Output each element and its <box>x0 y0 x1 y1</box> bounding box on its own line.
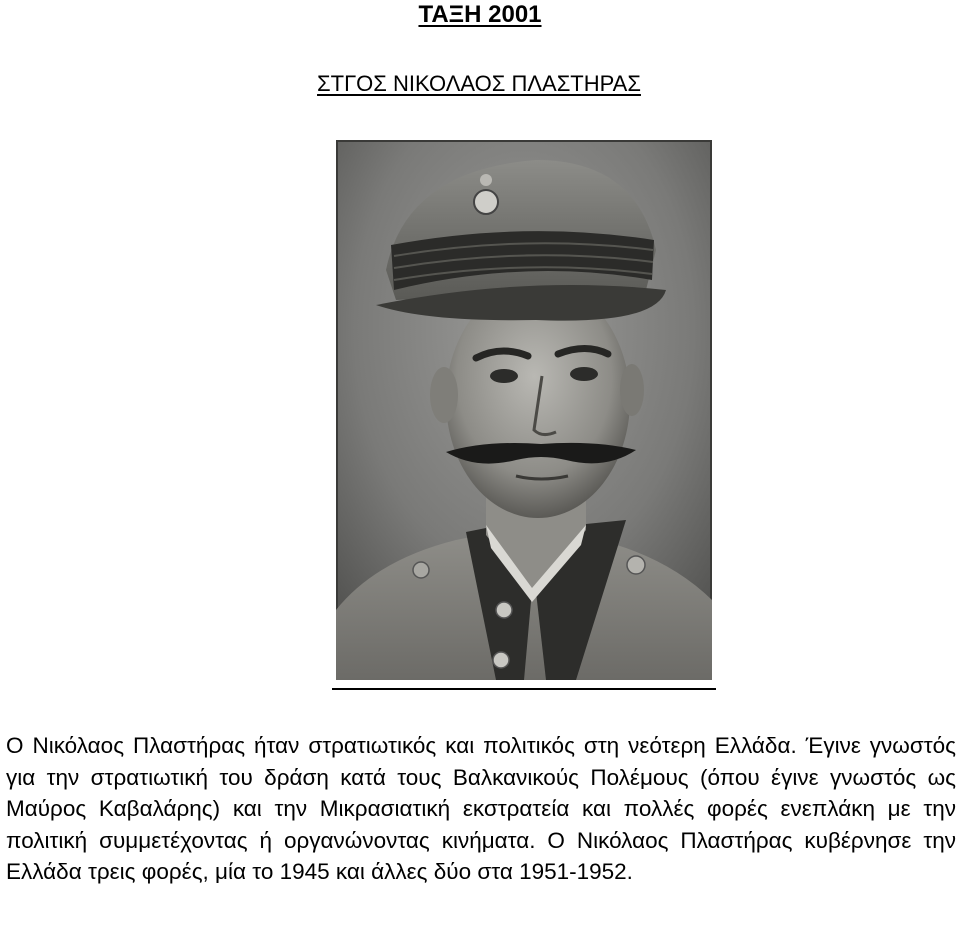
document-title <box>0 0 960 30</box>
body-text <box>6 730 956 888</box>
subtitle-text: ΣΤΓΟΣ ΝΙΚΟΛΑΟΣ ΠΛΑΣΤΗΡΑΣ <box>317 71 641 96</box>
photo-divider <box>332 688 716 690</box>
title-text: ΤΑΞΗ 2001 <box>418 1 542 28</box>
portrait-image <box>336 140 712 680</box>
portrait-photo <box>336 140 712 680</box>
biography-paragraph: Ο Νικόλαος Πλαστήρας ήταν στρατιωτικός και πολιτικός στη νεότερη Ελλάδα. Έγινε γνωστός για την στρατιωτική του δράση κατά τους Βαλκανικούς Πολέμους (όπου έγινε γνωστός ως Μαύρος Καβαλάρης) και την Μικρασιατική εκστρατεία και πολλές φορές ενεπλάκη με την πολιτική συμμετέχοντας ή οργανώνοντας κινήματα. Ο Νικόλαος Πλαστήρας κυβέρνησε την Ελλάδα τρεις φορές, μία το 1945 και άλλες δύο στα 1951-1952. <box>6 733 956 884</box>
document-subtitle <box>0 70 960 98</box>
